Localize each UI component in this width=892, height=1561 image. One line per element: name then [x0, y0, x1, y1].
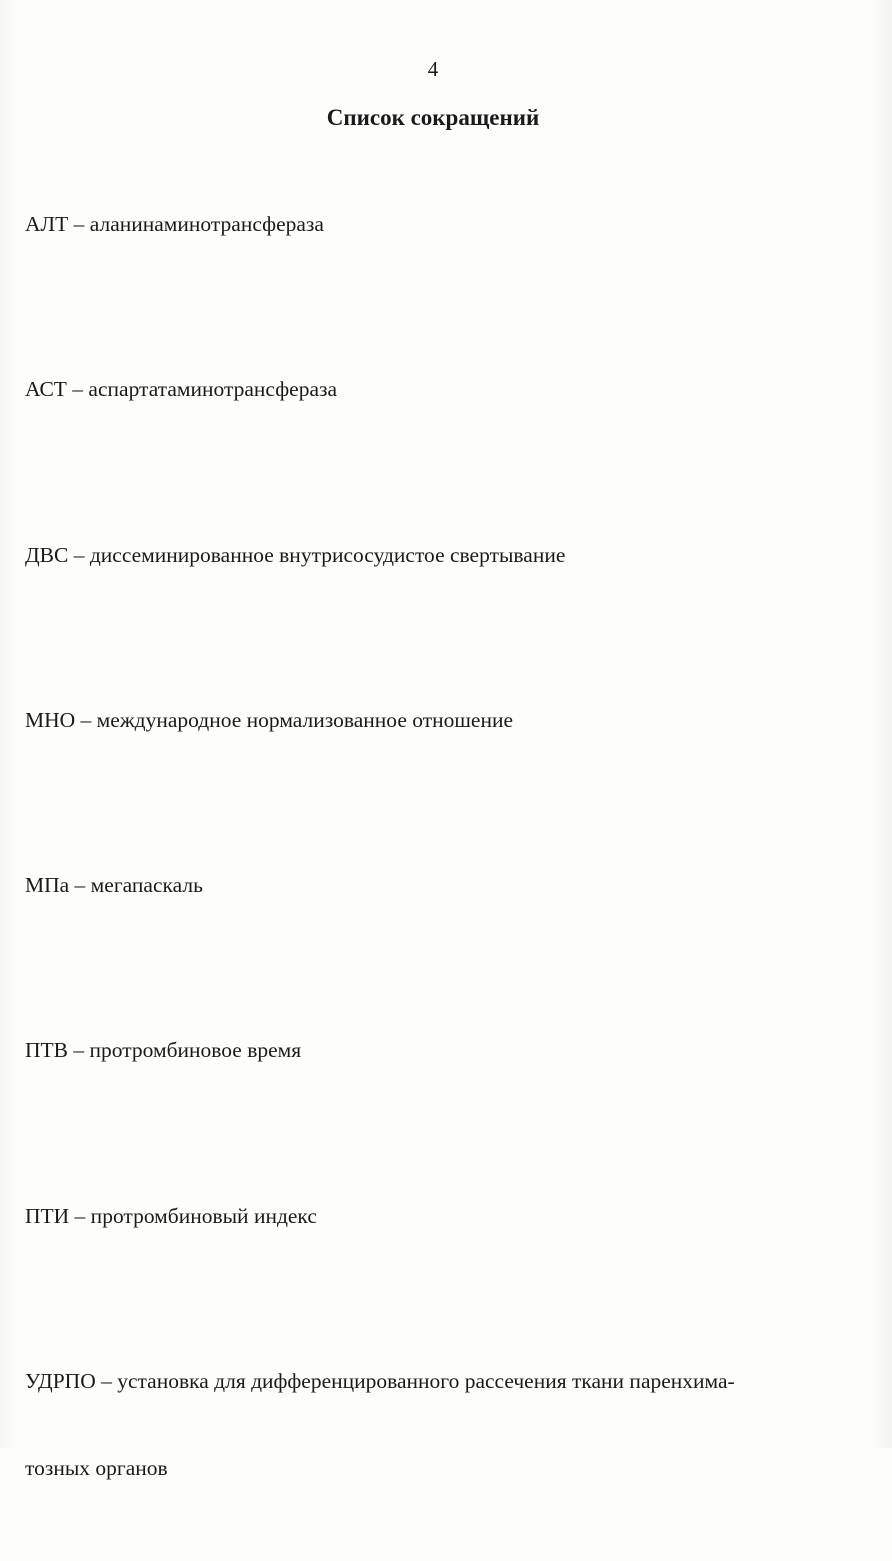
abbreviation-text-line-2: тозных органов	[25, 1456, 168, 1481]
abbreviation-item-mpa	[25, 813, 845, 958]
abbreviation-item-mno	[25, 648, 845, 793]
abbreviation-text-line-1: УДРПО – установка для дифференцированного рассечения ткани паренхима-	[25, 1369, 735, 1394]
abbreviation-item-pti	[25, 1144, 845, 1289]
abbreviation-text: ПТИ – протромбиновый индекс	[25, 1203, 317, 1228]
abbreviation-text: АСТ – аспартатаминотрансфераза	[25, 377, 338, 402]
abbreviation-list	[25, 152, 845, 1561]
abbreviation-item-ast	[25, 317, 845, 462]
abbreviation-item-ptv	[25, 978, 845, 1123]
abbreviation-item-udrpo	[25, 1309, 845, 1541]
abbreviation-item-alt	[25, 152, 845, 297]
abbreviation-text: АЛТ – аланинаминотрансфераза	[25, 212, 324, 236]
abbreviation-text: ПТВ – протромбиновое время	[25, 1038, 302, 1063]
page-number: 4	[427, 57, 439, 81]
page-title: Список сокращений	[326, 105, 540, 130]
abbreviation-text: ДВС – диссеминированное внутрисосудистое свертывание	[25, 542, 566, 567]
abbreviation-text: МНО – международное нормализованное отношение	[25, 707, 514, 732]
abbreviation-text: МПа – мегапаскаль	[25, 873, 203, 898]
abbreviation-item-dvs	[25, 483, 845, 628]
